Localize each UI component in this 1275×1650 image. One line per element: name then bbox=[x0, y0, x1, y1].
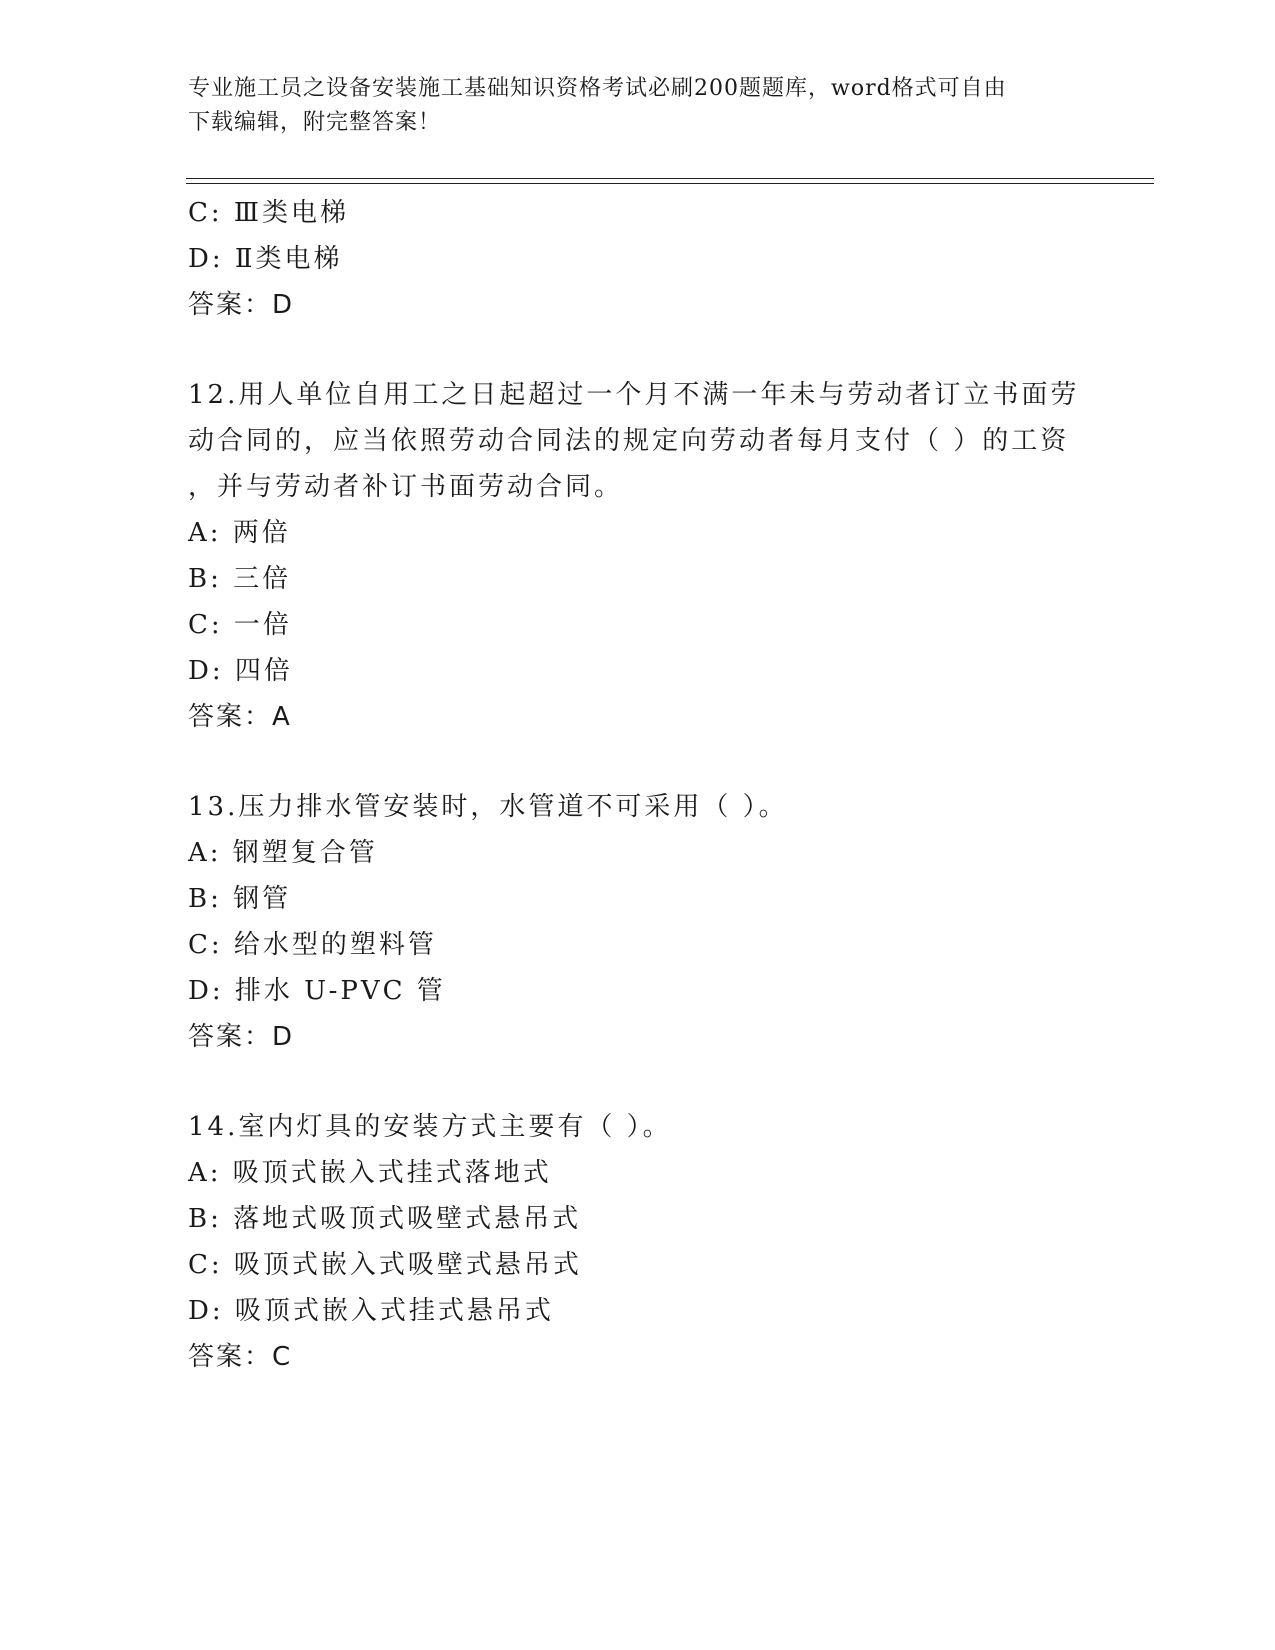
header-divider-top bbox=[186, 178, 1154, 179]
header-line-1: 专业施工员之设备安装施工基础知识资格考试必刷200题题库，word格式可自由 bbox=[188, 76, 1007, 101]
option-d: D: 四倍 bbox=[188, 656, 293, 686]
option-d: D: Ⅱ类电梯 bbox=[188, 244, 343, 274]
header-line-2: 下载编辑，附完整答案！ bbox=[188, 110, 442, 135]
question-13 bbox=[188, 784, 1088, 1060]
prev-question-block bbox=[188, 190, 1088, 328]
option-b: B: 钢管 bbox=[188, 884, 292, 914]
option-c: C: 给水型的塑料管 bbox=[188, 930, 437, 960]
question-text bbox=[188, 372, 1088, 510]
question-text-line: 13.压力排水管安装时，水管道不可采用（ ）。 bbox=[188, 792, 788, 822]
spacer bbox=[188, 1060, 1088, 1104]
spacer bbox=[188, 328, 1088, 372]
option-a: A: 钢塑复合管 bbox=[188, 838, 378, 868]
spacer bbox=[188, 740, 1088, 784]
question-text-line: 12.用人单位自用工之日起超过一个月不满一年未与劳动者订立书面劳 bbox=[188, 380, 1080, 410]
question-text-line: 动合同的，应当依照劳动合同法的规定向劳动者每月支付（ ）的工资 bbox=[188, 426, 1070, 456]
question-12 bbox=[188, 372, 1088, 740]
option-c: C: Ⅲ类电梯 bbox=[188, 198, 349, 228]
option-b: B: 落地式吸顶式吸壁式悬吊式 bbox=[188, 1204, 582, 1234]
answer-line: 答案：A bbox=[188, 702, 292, 732]
option-a: A: 两倍 bbox=[188, 518, 291, 548]
option-b: B: 三倍 bbox=[188, 564, 292, 594]
option-c: C: 吸顶式嵌入式吸壁式悬吊式 bbox=[188, 1250, 582, 1280]
answer-line: 答案：D bbox=[188, 290, 295, 320]
question-text-line: 14.室内灯具的安装方式主要有（ ）。 bbox=[188, 1112, 672, 1142]
question-text bbox=[188, 1104, 1088, 1150]
question-text bbox=[188, 784, 1088, 830]
question-content bbox=[188, 190, 1088, 1380]
option-d: D: 吸顶式嵌入式挂式悬吊式 bbox=[188, 1296, 554, 1326]
option-c: C: 一倍 bbox=[188, 610, 292, 640]
question-text-line: ，并与劳动者补订书面劳动合同。 bbox=[188, 472, 624, 502]
answer-line: 答案：D bbox=[188, 1022, 295, 1052]
option-d: D: 排水 U-PVC 管 bbox=[188, 976, 446, 1006]
question-14 bbox=[188, 1104, 1088, 1380]
answer-line: 答案：C bbox=[188, 1342, 293, 1372]
option-a: A: 吸顶式嵌入式挂式落地式 bbox=[188, 1158, 552, 1188]
document-header bbox=[188, 72, 1088, 140]
header-divider-bottom bbox=[186, 183, 1154, 184]
